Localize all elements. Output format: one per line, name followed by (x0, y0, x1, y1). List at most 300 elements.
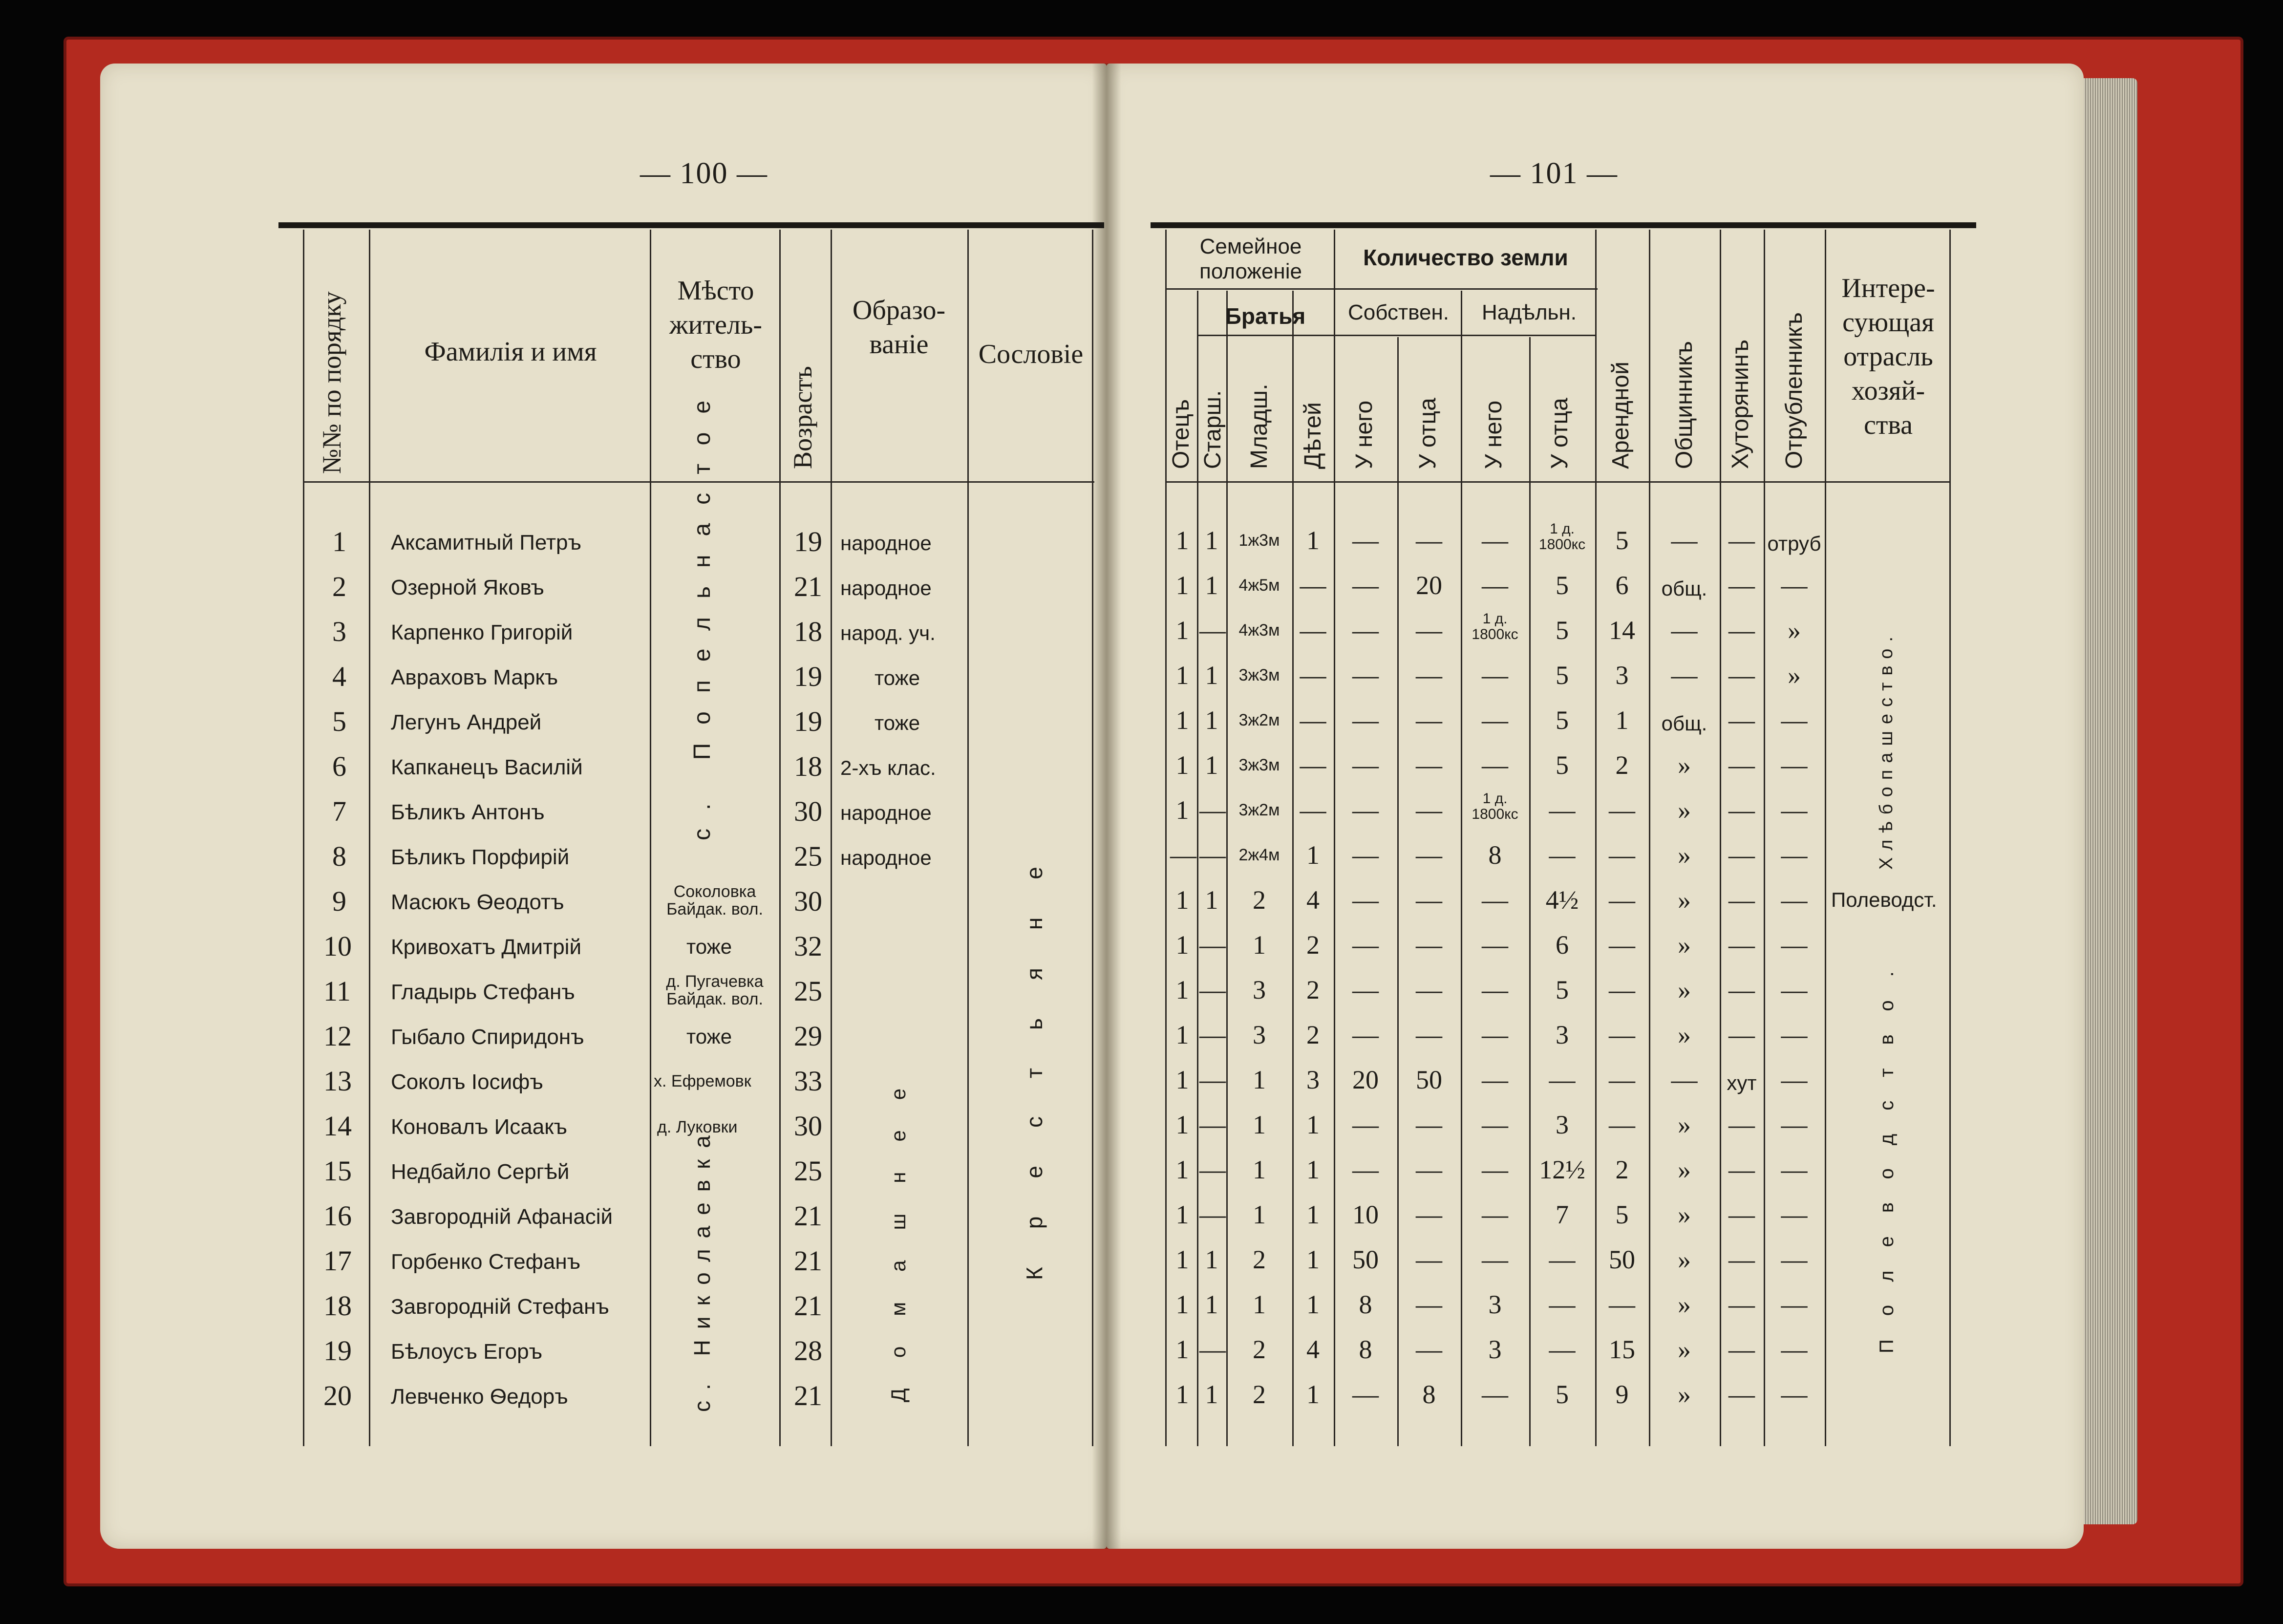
cell-rent: — (1609, 930, 1635, 960)
cell-allot-him: — (1482, 750, 1508, 780)
cell-younger: 3ж2м (1238, 711, 1280, 729)
cell-elder: — (1199, 1335, 1226, 1364)
cell-younger: 2 (1253, 1380, 1266, 1409)
row-age: 32 (794, 930, 822, 962)
cell-communal: » (1678, 750, 1691, 780)
header-estate: Сословіе (978, 339, 1084, 369)
cell-children: 1 (1306, 1110, 1320, 1139)
cell-allot-father: — (1549, 1245, 1576, 1274)
cell-younger: 1 (1253, 1155, 1266, 1184)
cell-father: 1 (1175, 1290, 1189, 1319)
cell-own-father: — (1416, 1290, 1442, 1319)
cell-elder: — (1199, 1065, 1226, 1094)
row-name: Завгородній Стефанъ (391, 1295, 609, 1319)
header-allot: Надѣльн. (1481, 300, 1577, 324)
row-age: 25 (794, 840, 822, 872)
cell-allot-father: — (1549, 840, 1576, 870)
cell-own-father: — (1416, 1245, 1442, 1274)
cell-children: 1 (1306, 526, 1320, 555)
cell-father: 1 (1175, 1065, 1189, 1094)
cell-younger: 1 (1253, 1200, 1266, 1229)
cell-otrub: » (1788, 616, 1801, 645)
cell-father: 1 (1175, 795, 1189, 825)
row-age: 28 (794, 1335, 822, 1367)
cell-father: 1 (1175, 571, 1189, 600)
cell-own-him: — (1352, 1155, 1379, 1184)
cell-otrub: — (1781, 840, 1808, 870)
page-edges (2084, 78, 2137, 1524)
cell-otrub: » (1788, 661, 1801, 690)
cell-allot-father: — (1549, 1335, 1576, 1364)
row-age: 21 (794, 1200, 822, 1232)
cell-own-father: 50 (1416, 1065, 1442, 1094)
row-name: Гладырь Стефанъ (391, 980, 575, 1004)
page-number-right: — 101 — (1490, 157, 1618, 190)
cell-otrub: — (1781, 1245, 1808, 1274)
row-number: 18 (323, 1290, 352, 1322)
cell-allot-father: 5 (1556, 975, 1569, 1004)
cell-elder: 1 (1205, 571, 1218, 600)
row-number: 3 (332, 616, 346, 647)
cell-otrub: — (1781, 705, 1808, 735)
header-elder: Старш. (1200, 390, 1226, 469)
cell-communal: » (1678, 1200, 1691, 1229)
cell-rent: 9 (1615, 1380, 1629, 1409)
cell-rent: — (1609, 1110, 1635, 1139)
cell-allot-father: 1 д. 1800кс (1538, 521, 1586, 553)
cell-elder: 1 (1205, 1380, 1218, 1409)
row-age: 30 (794, 1110, 822, 1142)
cell-own-him: — (1352, 1380, 1379, 1409)
cell-rent: — (1609, 1290, 1635, 1319)
cell-elder: — (1199, 1155, 1226, 1184)
cell-khutor: — (1728, 840, 1755, 870)
row-number: 2 (332, 571, 346, 602)
header-land: Количество земли (1363, 245, 1568, 270)
cell-own-father: — (1416, 1335, 1442, 1364)
cell-father: 1 (1175, 750, 1189, 780)
place-popelnastoe: с. Попельнастое (689, 382, 715, 840)
row-age: 29 (794, 1020, 822, 1052)
cell-khutor: — (1728, 1020, 1755, 1049)
cell-younger: 3 (1253, 975, 1266, 1004)
cell-children: — (1300, 705, 1326, 735)
cell-khutor: — (1728, 1290, 1755, 1319)
cell-children: 1 (1306, 840, 1320, 870)
cell-allot-father: 5 (1556, 750, 1569, 780)
cell-khutor: — (1728, 750, 1755, 780)
cell-rent: — (1609, 885, 1635, 915)
cell-rent: 5 (1615, 526, 1629, 555)
cell-own-father: 8 (1422, 1380, 1436, 1409)
cell-communal: » (1678, 1020, 1691, 1049)
cell-children: 2 (1306, 930, 1320, 960)
cell-allot-father: 3 (1556, 1110, 1569, 1139)
header-age: Возрастъ (788, 366, 817, 469)
cell-father: — (1170, 840, 1196, 870)
row-name: Аксамитный Петръ (391, 531, 582, 555)
row-number: 4 (332, 661, 346, 692)
header-brothers: Братья (1225, 303, 1306, 329)
row-number: 8 (332, 840, 346, 872)
row-name: Коновалъ Исаакъ (391, 1115, 567, 1139)
cell-own-him: — (1352, 885, 1379, 915)
cell-younger: 1 (1253, 930, 1266, 960)
cell-allot-him: — (1482, 1200, 1508, 1229)
cell-younger: 3ж3м (1238, 666, 1280, 684)
row-number: 16 (323, 1200, 352, 1232)
cell-own-father: — (1416, 840, 1442, 870)
row-education: тоже (875, 666, 920, 689)
row-name: Карпенко Григорій (391, 620, 573, 644)
cell-otrub: отруб (1767, 532, 1821, 555)
cell-allot-him: — (1482, 705, 1508, 735)
cell-own-him: — (1352, 526, 1379, 555)
cell-elder: 1 (1205, 661, 1218, 690)
branch-field: Полеводство. (1876, 948, 1898, 1353)
cell-otrub: — (1781, 1065, 1808, 1094)
cell-children: — (1300, 750, 1326, 780)
cell-rent: 6 (1615, 571, 1629, 600)
cell-communal: » (1678, 1155, 1691, 1184)
cell-otrub: — (1781, 1380, 1808, 1409)
row-name: Соколъ Іосифъ (391, 1070, 543, 1094)
row-number: 20 (323, 1380, 352, 1411)
cell-allot-him: — (1482, 1020, 1508, 1049)
row-age: 25 (794, 975, 822, 1007)
cell-allot-father: 5 (1556, 661, 1569, 690)
book-gutter (1092, 64, 1121, 1549)
cell-allot-father: 5 (1556, 616, 1569, 645)
header-name: Фамилія и имя (424, 337, 597, 367)
header-rule-right (1165, 481, 1949, 483)
cell-otrub: — (1781, 795, 1808, 825)
cell-father: 1 (1175, 1155, 1189, 1184)
row-name: Недбайло Сергѣй (391, 1160, 570, 1184)
row-education: народное (840, 532, 932, 555)
cell-communal: » (1678, 1380, 1691, 1409)
branch-agriculture: Хлѣбопашество. (1876, 630, 1897, 870)
cell-father: 1 (1175, 616, 1189, 645)
cell-allot-him: — (1482, 975, 1508, 1004)
cell-elder: — (1199, 616, 1226, 645)
cell-own-him: 10 (1352, 1200, 1379, 1229)
header-family: Семейное положеніе (1199, 235, 1302, 283)
header-own-him: У него (1351, 400, 1377, 469)
header-education: Образо- ваніе (852, 295, 946, 360)
place-lukovka: д. Луковки (657, 1118, 738, 1136)
row-number: 15 (323, 1155, 352, 1187)
cell-rent: 1 (1615, 705, 1629, 735)
cell-allot-father: 6 (1556, 930, 1569, 960)
row-education: тоже (875, 711, 920, 734)
row-number: 12 (323, 1020, 352, 1052)
cell-younger: 1 (1253, 1110, 1266, 1139)
cell-children: 1 (1306, 1245, 1320, 1274)
cell-elder: — (1199, 975, 1226, 1004)
cell-father: 1 (1175, 661, 1189, 690)
cell-father: 1 (1175, 1020, 1189, 1049)
cell-allot-him: 1 д. 1800кс (1472, 611, 1518, 642)
cell-younger: 3ж3м (1238, 756, 1280, 774)
cell-otrub: — (1781, 1335, 1808, 1364)
cell-rent: — (1609, 1020, 1635, 1049)
place-nikolaevka: с. Николаевка (689, 1125, 715, 1412)
cell-own-him: 20 (1352, 1065, 1379, 1094)
cell-father: 1 (1175, 705, 1189, 735)
cell-own-him: — (1352, 750, 1379, 780)
cell-own-him: — (1352, 795, 1379, 825)
cell-younger: 3 (1253, 1020, 1266, 1049)
cell-children: 1 (1306, 1155, 1320, 1184)
row-age: 21 (794, 1290, 822, 1322)
place-pugachevka: д. Пугачевка Байдак. вол. (666, 972, 764, 1008)
cell-elder: — (1199, 1020, 1226, 1049)
cell-rent: 3 (1615, 661, 1629, 690)
cell-own-him: 50 (1352, 1245, 1379, 1274)
cell-khutor: — (1728, 705, 1755, 735)
cell-elder: 1 (1205, 1290, 1218, 1319)
row-education: народ. уч. (840, 621, 936, 644)
row-age: 30 (794, 885, 822, 917)
cell-father: 1 (1175, 1380, 1189, 1409)
cell-own-him: — (1352, 975, 1379, 1004)
cell-allot-him: — (1482, 1110, 1508, 1139)
cell-khutor: — (1728, 1200, 1755, 1229)
row-age: 19 (794, 526, 822, 557)
cell-allot-him: — (1482, 1380, 1508, 1409)
cell-khutor: — (1728, 1110, 1755, 1139)
cell-elder: 1 (1205, 1245, 1218, 1274)
header-rent: Арендной (1608, 362, 1634, 469)
cell-allot-father: 4½ (1545, 885, 1579, 915)
cell-own-him: — (1352, 705, 1379, 735)
row-education: народное (840, 801, 932, 824)
row-age: 21 (794, 571, 822, 602)
row-name: Бѣлоусъ Егоръ (391, 1340, 543, 1364)
cell-elder: 1 (1205, 885, 1218, 915)
cell-allot-him: — (1482, 661, 1508, 690)
cell-allot-father: 3 (1556, 1020, 1569, 1049)
cell-communal: » (1678, 975, 1691, 1004)
cell-allot-father: — (1549, 1290, 1576, 1319)
cell-khutor: хут (1727, 1071, 1757, 1094)
cell-own-him: — (1352, 1020, 1379, 1049)
cell-allot-father: 5 (1556, 1380, 1569, 1409)
place-efremovka: х. Ефремовк (654, 1072, 751, 1090)
cell-children: 2 (1306, 1020, 1320, 1049)
cell-khutor: — (1728, 526, 1755, 555)
cell-communal: » (1678, 1290, 1691, 1319)
row-name: Капканецъ Василій (391, 755, 583, 779)
cell-khutor: — (1728, 975, 1755, 1004)
cell-communal: » (1678, 1335, 1691, 1364)
cell-own-father: — (1416, 1155, 1442, 1184)
row-number: 10 (323, 930, 352, 962)
row-name: Озерной Яковъ (391, 576, 544, 599)
row-name: Кривохатъ Дмитрій (391, 935, 582, 959)
row-name: Гыбало Спиридонъ (391, 1025, 584, 1049)
row-name: Завгородній Афанасій (391, 1205, 613, 1229)
cell-children: — (1300, 661, 1326, 690)
cell-allot-father: 12½ (1539, 1155, 1585, 1184)
cell-father: 1 (1175, 975, 1189, 1004)
cell-own-him: 8 (1359, 1335, 1372, 1364)
header-own-father: У отца (1415, 398, 1441, 469)
row-name: Легунъ Андрей (391, 710, 542, 734)
cell-younger: 1 (1253, 1290, 1266, 1319)
cell-allot-him: — (1482, 885, 1508, 915)
cell-rent: — (1609, 975, 1635, 1004)
cell-otrub: — (1781, 885, 1808, 915)
header-own: Собствен. (1348, 300, 1449, 324)
cell-khutor: — (1728, 795, 1755, 825)
row-number: 6 (332, 750, 346, 782)
row-age: 21 (794, 1380, 822, 1411)
cell-communal: — (1671, 616, 1698, 645)
header-branch: Интере- сующая отрасль хозяй- ства (1841, 273, 1935, 440)
cell-younger: 1 (1253, 1065, 1266, 1094)
cell-own-father: — (1416, 1020, 1442, 1049)
cell-allot-him: — (1482, 1065, 1508, 1094)
cell-own-father: — (1416, 661, 1442, 690)
cell-children: 4 (1306, 1335, 1320, 1364)
cell-allot-father: — (1549, 1065, 1576, 1094)
cell-communal: общ. (1661, 712, 1707, 735)
header-communal: Общинникъ (1671, 341, 1697, 469)
header-khutor: Хуторянинъ (1728, 339, 1753, 469)
cell-own-father: — (1416, 795, 1442, 825)
cell-otrub: — (1781, 930, 1808, 960)
cell-own-him: — (1352, 661, 1379, 690)
cell-own-father: — (1416, 1200, 1442, 1229)
cell-own-father: — (1416, 705, 1442, 735)
cell-allot-father: 7 (1556, 1200, 1569, 1229)
cell-khutor: — (1728, 661, 1755, 690)
cell-elder: — (1199, 930, 1226, 960)
cell-allot-him: — (1482, 1155, 1508, 1184)
cell-children: 1 (1306, 1290, 1320, 1319)
cell-allot-father: 5 (1556, 571, 1569, 600)
header-allot-him: У него (1481, 400, 1507, 469)
cell-elder: — (1199, 1200, 1226, 1229)
cell-rent: 14 (1609, 616, 1635, 645)
cell-father: 1 (1175, 1200, 1189, 1229)
cell-otrub: — (1781, 975, 1808, 1004)
cell-allot-him: — (1482, 1245, 1508, 1274)
cell-otrub: — (1781, 750, 1808, 780)
cell-children: 1 (1306, 1380, 1320, 1409)
cell-rent: 5 (1615, 1200, 1629, 1229)
cell-rent: 2 (1615, 1155, 1629, 1184)
cell-khutor: — (1728, 1335, 1755, 1364)
cell-communal: » (1678, 1245, 1691, 1274)
cell-communal: — (1671, 526, 1698, 555)
cell-children: — (1300, 616, 1326, 645)
cell-younger: 4ж5м (1238, 576, 1280, 595)
cell-allot-him: 8 (1488, 840, 1502, 870)
cell-own-father: — (1416, 750, 1442, 780)
cell-father: 1 (1175, 1110, 1189, 1139)
cell-own-father: — (1416, 616, 1442, 645)
row-number: 14 (323, 1110, 352, 1142)
row-name: Горбенко Стефанъ (391, 1250, 581, 1274)
header-father: Отецъ (1168, 399, 1194, 469)
cell-own-father: — (1416, 885, 1442, 915)
cell-rent: — (1609, 1065, 1635, 1094)
cell-khutor: — (1728, 885, 1755, 915)
cell-children: — (1300, 795, 1326, 825)
header-place: Мѣсто житель- ство (669, 276, 763, 374)
cell-father: 1 (1175, 930, 1189, 960)
top-rule-right (1151, 222, 1976, 228)
cell-children: 3 (1306, 1065, 1320, 1094)
cell-allot-him: 3 (1488, 1335, 1502, 1364)
cell-own-him: — (1352, 840, 1379, 870)
header-otrub: Отрубленникъ (1781, 312, 1807, 469)
cell-allot-him: 1 д. 1800кс (1472, 791, 1518, 822)
row-age: 19 (794, 705, 822, 737)
row-number: 17 (323, 1245, 352, 1277)
cell-khutor: — (1728, 1155, 1755, 1184)
row-age: 25 (794, 1155, 822, 1187)
cell-own-him: — (1352, 571, 1379, 600)
cell-own-him: — (1352, 616, 1379, 645)
cell-allot-him: — (1482, 930, 1508, 960)
row-name: Бѣликъ Антонъ (391, 800, 545, 824)
row-name: Бѣликъ Порфирій (391, 845, 570, 869)
row-age: 30 (794, 795, 822, 827)
row-education: народное (840, 846, 932, 869)
cell-elder: — (1199, 840, 1226, 870)
row-name: Левченко Ѳедоръ (391, 1385, 568, 1409)
cell-elder: 1 (1205, 526, 1218, 555)
cell-own-father: — (1416, 975, 1442, 1004)
row-name: Масюкъ Ѳеодотъ (391, 890, 564, 914)
cell-father: 1 (1175, 1245, 1189, 1274)
cell-younger: 3ж2м (1238, 801, 1280, 819)
row-age: 33 (794, 1065, 822, 1097)
place-sokolovka: Соколовка Байдак. вол. (666, 882, 763, 919)
cell-communal: » (1678, 930, 1691, 960)
cell-own-father: — (1416, 526, 1442, 555)
estate-peasants: Крестьяне (1022, 829, 1047, 1280)
row-number: 7 (332, 795, 346, 827)
cell-khutor: — (1728, 571, 1755, 600)
header-younger: Младш. (1246, 384, 1272, 469)
cell-own-father: — (1416, 930, 1442, 960)
cell-rent: 2 (1615, 750, 1629, 780)
cell-communal: » (1678, 840, 1691, 870)
cell-otrub: — (1781, 571, 1808, 600)
cell-khutor: — (1728, 930, 1755, 960)
cell-younger: 4ж3м (1238, 621, 1280, 640)
branch-field-short: Полеводст. (1831, 888, 1937, 911)
cell-own-him: — (1352, 1110, 1379, 1139)
cell-communal: » (1678, 885, 1691, 915)
cell-father: 1 (1175, 526, 1189, 555)
page-number-left: — 100 — (640, 157, 768, 190)
row-name: Авраховъ Маркъ (391, 665, 558, 689)
cell-rent: 50 (1609, 1245, 1635, 1274)
cell-elder: — (1199, 795, 1226, 825)
cell-communal: » (1678, 795, 1691, 825)
row-number: 13 (323, 1065, 352, 1097)
education-home: Домашнее (887, 1058, 910, 1402)
cell-allot-him: — (1482, 571, 1508, 600)
cell-children: — (1300, 571, 1326, 600)
cell-elder: — (1199, 1110, 1226, 1139)
